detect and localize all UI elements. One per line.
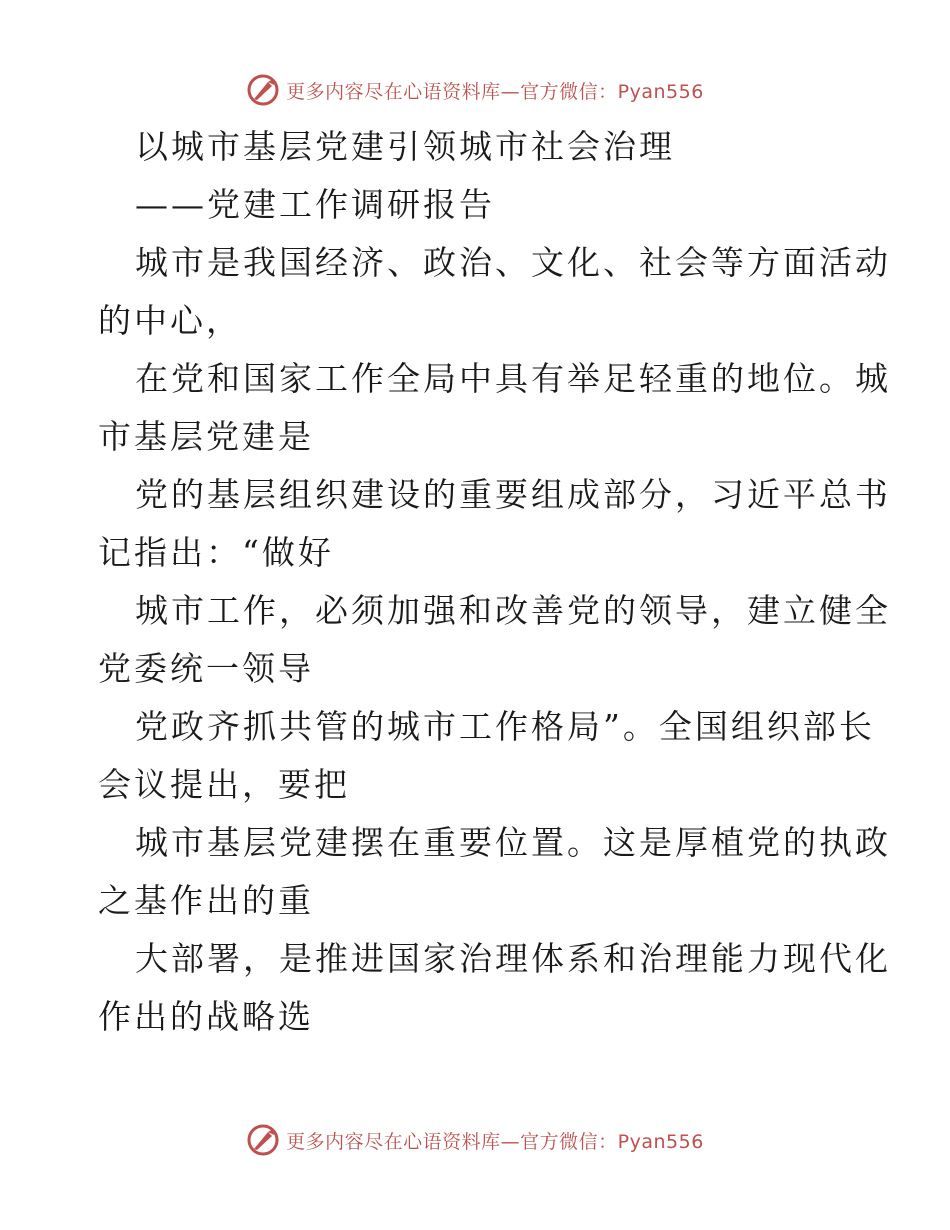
- paragraph-line: 的中心，: [98, 301, 242, 340]
- feather-pen-logo-icon: [246, 1123, 280, 1157]
- document-title: 以城市基层党建引领城市社会治理: [135, 127, 675, 166]
- paragraph-line: 城市工作，必须加强和改善党的领导，建立健全: [135, 591, 891, 630]
- paragraph-line: 大部署，是推进国家治理体系和治理能力现代化: [135, 939, 891, 978]
- paragraph-line: 城市是我国经济、政治、文化、社会等方面活动: [135, 243, 891, 282]
- document-body: [98, 118, 891, 1046]
- header-watermark: [0, 70, 950, 110]
- paragraph-line: 作出的战略选: [98, 997, 314, 1036]
- paragraph-line: 记指出：“做好: [98, 533, 334, 572]
- watermark-text: 更多内容尽在心语资料库—官方微信：Pyan556: [286, 1130, 704, 1153]
- paragraph-line: 党委统一领导: [98, 649, 314, 688]
- footer-watermark: [0, 1120, 950, 1160]
- paragraph-line: 市基层党建是: [98, 417, 314, 456]
- paragraph-line: 党政齐抓共管的城市工作格局”。全国组织部长: [135, 707, 875, 746]
- watermark-text: 更多内容尽在心语资料库—官方微信：Pyan556: [286, 80, 704, 103]
- paragraph-line: 党的基层组织建设的重要组成部分，习近平总书: [135, 475, 891, 514]
- paragraph-line: 之基作出的重: [98, 881, 314, 920]
- feather-pen-logo-icon: [246, 73, 280, 107]
- paragraph-line: 会议提出，要把: [98, 765, 350, 804]
- document-subtitle: ——党建工作调研报告: [135, 185, 495, 224]
- paragraph-line: 在党和国家工作全局中具有举足轻重的地位。城: [135, 359, 891, 398]
- paragraph-line: 城市基层党建摆在重要位置。这是厚植党的执政: [135, 823, 891, 862]
